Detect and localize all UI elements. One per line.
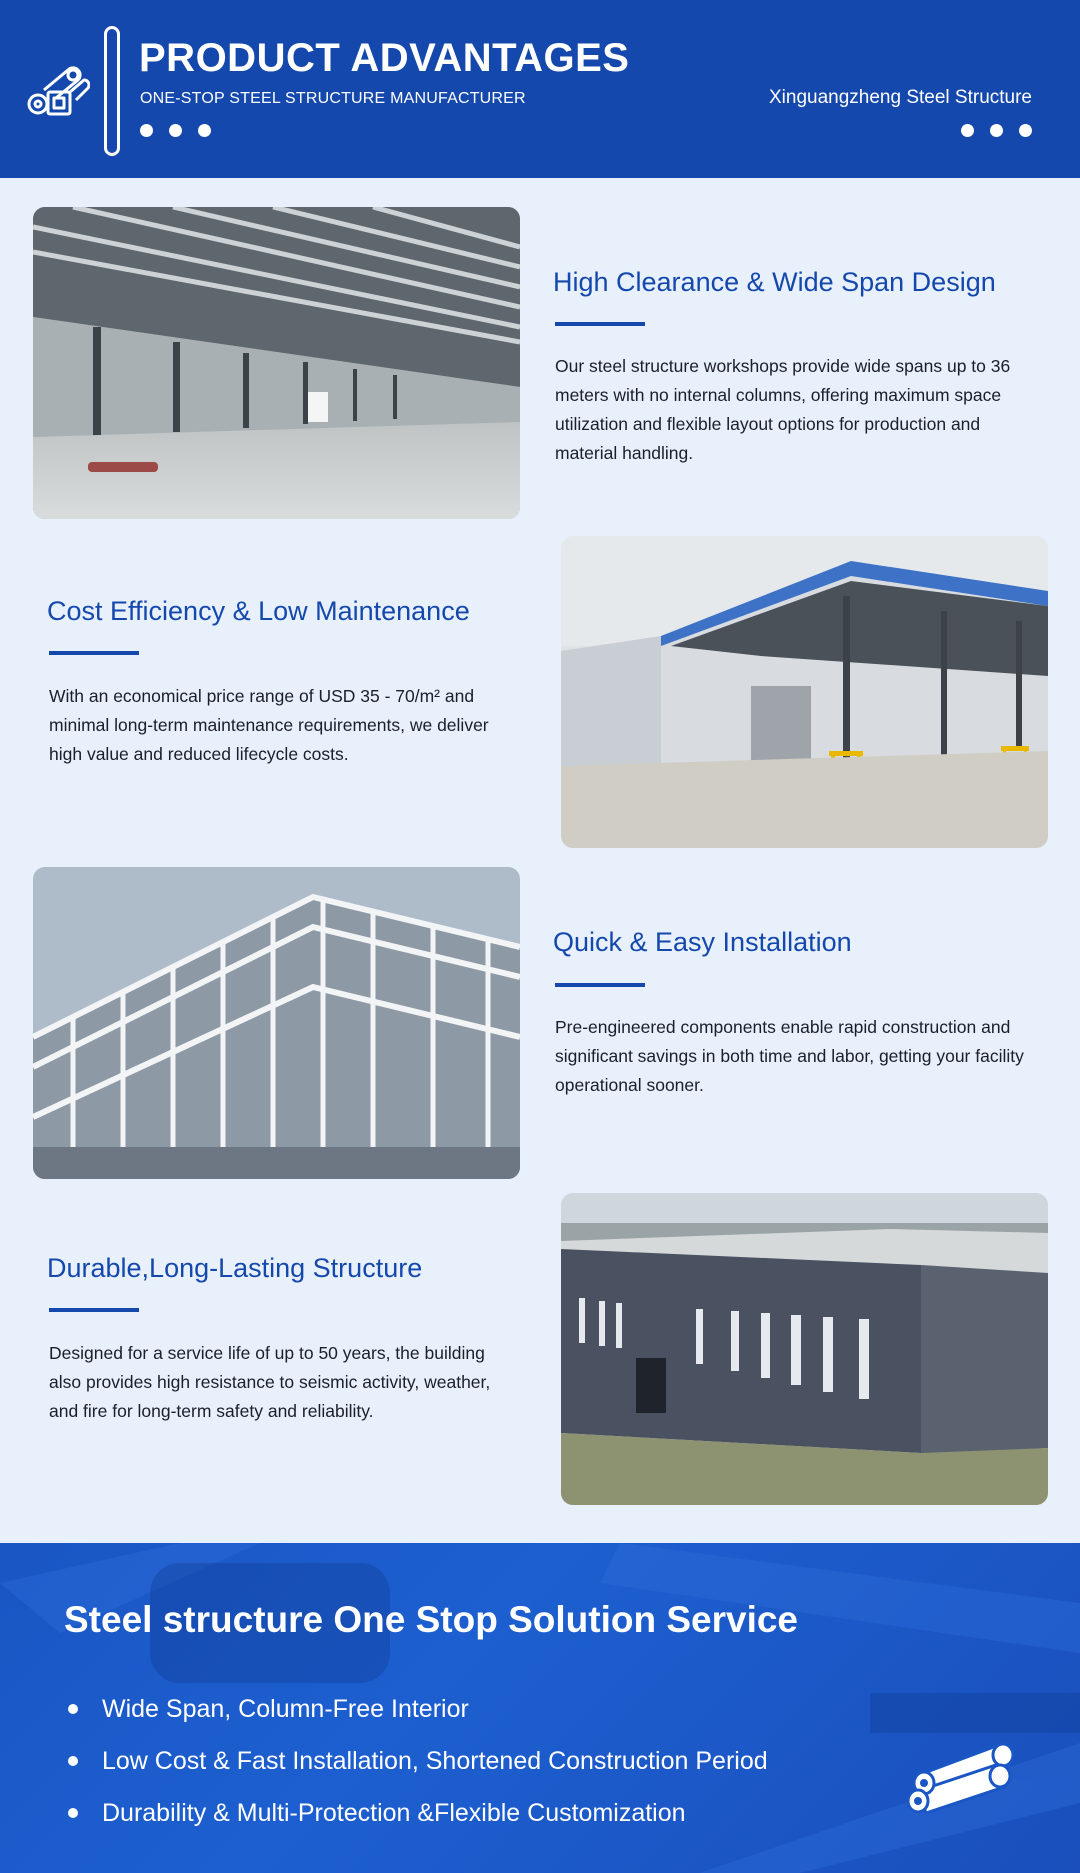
solution-banner — [0, 1543, 1080, 1873]
feature-title: Cost Efficiency & Low Maintenance — [47, 596, 470, 626]
bullet-icon — [68, 1756, 78, 1766]
feature-description: With an economical price range of USD 35 - 70/m² and minimal long-term maintenance requirements, we deliver high value and reduced lifecycle costs. — [49, 686, 489, 764]
feature-description: Designed for a service life of up to 50 years, the building also provides high resistance to seismic activity, weather, and fire for long-term safety and reliability. — [49, 1343, 491, 1421]
grey-workshop-photo — [561, 1193, 1048, 1505]
page-header — [0, 0, 1080, 178]
feature-title: High Clearance & Wide Span Design — [553, 267, 996, 297]
header-divider — [104, 26, 120, 156]
page-title: PRODUCT ADVANTAGES — [139, 36, 630, 80]
feature-title: Durable,Long-Lasting Structure — [47, 1253, 423, 1283]
title-underline — [555, 983, 645, 987]
warehouse-canopy-photo — [561, 536, 1048, 848]
benefit-item: Durability & Multi-Protection &Flexible Customization — [68, 1787, 768, 1839]
bullet-icon — [68, 1704, 78, 1714]
feature-description: Our steel structure workshops provide wide spans up to 36 meters with no internal columns, offering maximum space utilization and flexible layout options for production and material handling. — [555, 356, 1011, 463]
brand-name: Xinguangzheng Steel Structure — [768, 87, 1032, 108]
banner-title: Steel structure One Stop Solution Service — [64, 1599, 799, 1640]
warehouse-interior-photo — [33, 207, 520, 519]
bullet-icon — [68, 1808, 78, 1818]
title-underline — [49, 651, 139, 655]
benefit-item: Wide Span, Column-Free Interior — [68, 1683, 768, 1735]
title-underline — [49, 1308, 139, 1312]
benefit-list — [68, 1683, 768, 1839]
steel-pipes-icon — [26, 62, 90, 122]
decorative-dots-left — [140, 124, 211, 137]
feature-description: Pre-engineered components enable rapid construction and significant savings in both time and labor, getting your facility operational sooner. — [555, 1017, 1024, 1095]
steel-frame-photo — [33, 867, 520, 1179]
benefit-item: Low Cost & Fast Installation, Shortened Construction Period — [68, 1735, 768, 1787]
steel-pipes-icon — [904, 1733, 1026, 1813]
decorative-dots-right — [961, 124, 1032, 137]
page-subtitle: ONE-STOP STEEL STRUCTURE MANUFACTURER — [140, 90, 526, 107]
title-underline — [555, 322, 645, 326]
feature-title: Quick & Easy Installation — [553, 927, 852, 957]
